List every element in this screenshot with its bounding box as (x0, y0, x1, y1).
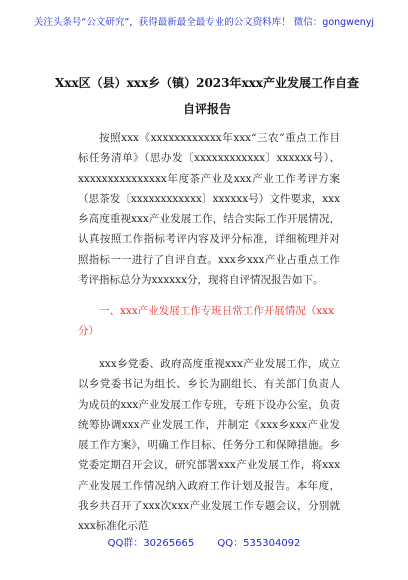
footer-qq-number: QQ：535304092 (217, 538, 301, 549)
intro-paragraph: 按照xxx《xxxxxxxxxxxx年xxx“三农”重点工作目标任务清单》（思办发〔xxxxxxxxxxxx〕xxxxxx号）、xxxxxxxxxxxxxxx年度茶产业及xxx产业工作考评方案（思茶发〔xxxxxxxxxxxx〕xxxxxx号）文件要求，xxx乡高度重视xxx产业发展工作，结合实际工作开展情况，认真按照工作指标考评内容及评分标准，详细梳理并对照指标一一进行了自评自查。xxx乡xxx产业占重点工作考评指标总分为xxxxxx分，现将自评情况报告如下。 (78, 132, 340, 287)
header-promo-note: 关注头条号“公文研究”，获得最新最全最专业的公文资料库！ 微信：gongwenyj (33, 17, 375, 28)
section-1-heading: 一、xxx产业发展工作专班日常工作开展情况（xxx分） (78, 305, 335, 338)
footer-qq-group: QQ群：30265665 (107, 538, 195, 549)
section-1-paragraph: xxx乡党委、政府高度重视xxx产业发展工作，成立以乡党委书记为组长、乡长为副组长、有关部门负责人为成员的xxx产业发展工作专班，专班下设办公室，负责统筹协调xxx产业发展工作，并制定《xxx乡xxx产业发展工作方案》，明确工作目标、任务分工和保障措施。乡党委定期召开会议，研究部署xxx产业发展工作，将xxx产业发展工作情况纳入政府工作计划及报告。本年度，我乡共召开了xxx次xxx产业发展工作专题会议，分别就xxx标准化示范 (78, 358, 340, 533)
footer-contact (0, 534, 408, 549)
document-title: Xxx区（县）xxx乡（镇）2023年xxx产业发展工作自查自评报告 (55, 76, 359, 116)
